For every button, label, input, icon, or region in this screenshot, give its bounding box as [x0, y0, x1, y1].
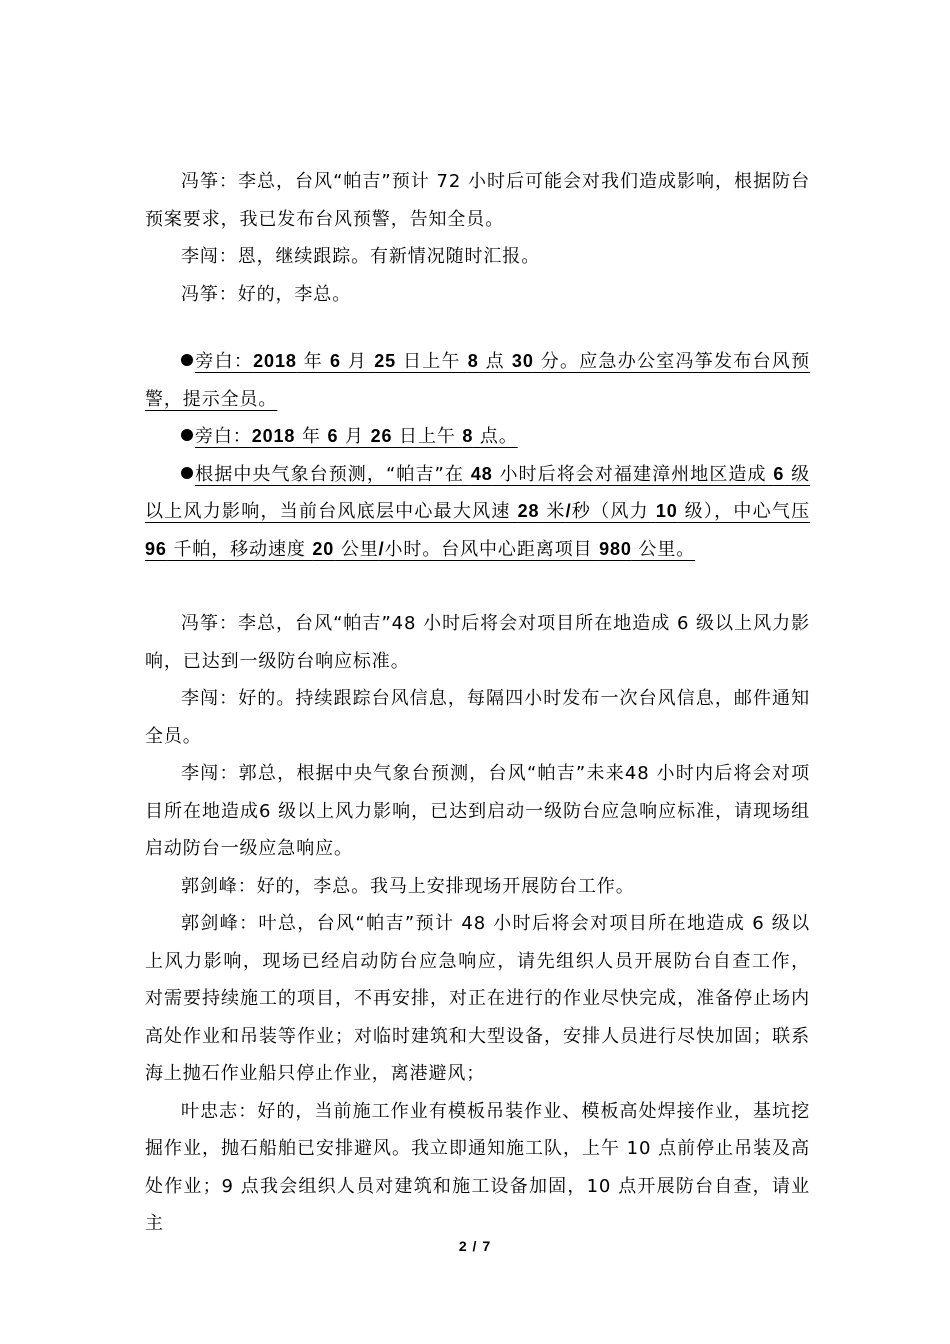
dialogue-line: 李闯：好的。持续跟踪台风信息，每隔四小时发布一次台风信息，邮件通知全员。 — [145, 688, 810, 747]
narration-2: 旁白：2018 年 6 月 26 日上午 8 点。 — [145, 418, 810, 456]
dialogue-line: 冯筝：李总，台风“帕吉”预计 72 小时后可能会对我们造成影响，根据防台预案要求，我已发布台风预警，告知全员。 — [145, 171, 810, 230]
dialogue-line: 李闯：恩，继续跟踪。有新情况随时汇报。 — [181, 246, 541, 267]
bullet-icon — [181, 467, 193, 479]
dialogue-line: 郭剑峰：叶总，台风“帕吉”预计 48 小时后将会对项目所在地造成 6 级以上风力影响，现场已经启动防台应急响应，请先组织人员开展防台自查工作， 对需要持续施工的项目，不再安排，对正在进行的作业尽快完成，准备停止场内高处作业和吊装等作业；对临时建筑和大型设备，安排人员进行尽快加固；联系海上抛石作业船只停止作业，离港避风； — [145, 913, 810, 1084]
spacer — [145, 313, 810, 343]
dialogue-line: 冯筝：好的，李总。 — [181, 283, 352, 305]
spacer — [145, 568, 810, 605]
dialogue-line: 李闯：郭总，根据中央气象台预测，台风“帕吉”未来48 小时内后将会对项目所在地造成6 级以上风力影响，已达到启动一级防台应急响应标准，请现场组启动防台一级应急响应。 — [145, 763, 810, 859]
dialogue-line: 叶忠志：好的，当前施工作业有模板吊装作业、模板高处焊接作业，基坑挖掘作业，抛石船舶已安排避风。我立即通知施工队，上午 10 点前停止吊装及高处作业；9 点我会组织人员对建筑和施工设备加固，10 点开展防台自查，请业主 — [145, 1100, 810, 1234]
bullet-icon — [181, 429, 193, 441]
page-body — [145, 163, 810, 1243]
narration-1: 旁白：2018 年 6 月 25 日上午 8 点 30 分。应急办公室冯筝发布台风预警，提示全员。 — [145, 351, 810, 410]
narration-3: 根据中央气象台预测，“帕吉”在 48 小时后将会对福建漳州地区造成 6 级以上风力影响，当前台风底层中心最大风速 28 米/秒（风力 10 级），中心气压 96 千帕，移动速度 20 公里/小时。台风中心距离项目 980 公里。 — [145, 463, 810, 560]
dialogue-line: 郭剑峰：好的，李总。我马上安排现场开展防台工作。 — [181, 875, 635, 897]
dialogue-line: 冯筝：李总，台风“帕吉”48 小时后将会对项目所在地造成 6 级以上风力影响，已达到一级防台响应标准。 — [145, 613, 810, 672]
bullet-icon — [181, 354, 193, 366]
page-number: 2 / 7 — [458, 1238, 492, 1254]
